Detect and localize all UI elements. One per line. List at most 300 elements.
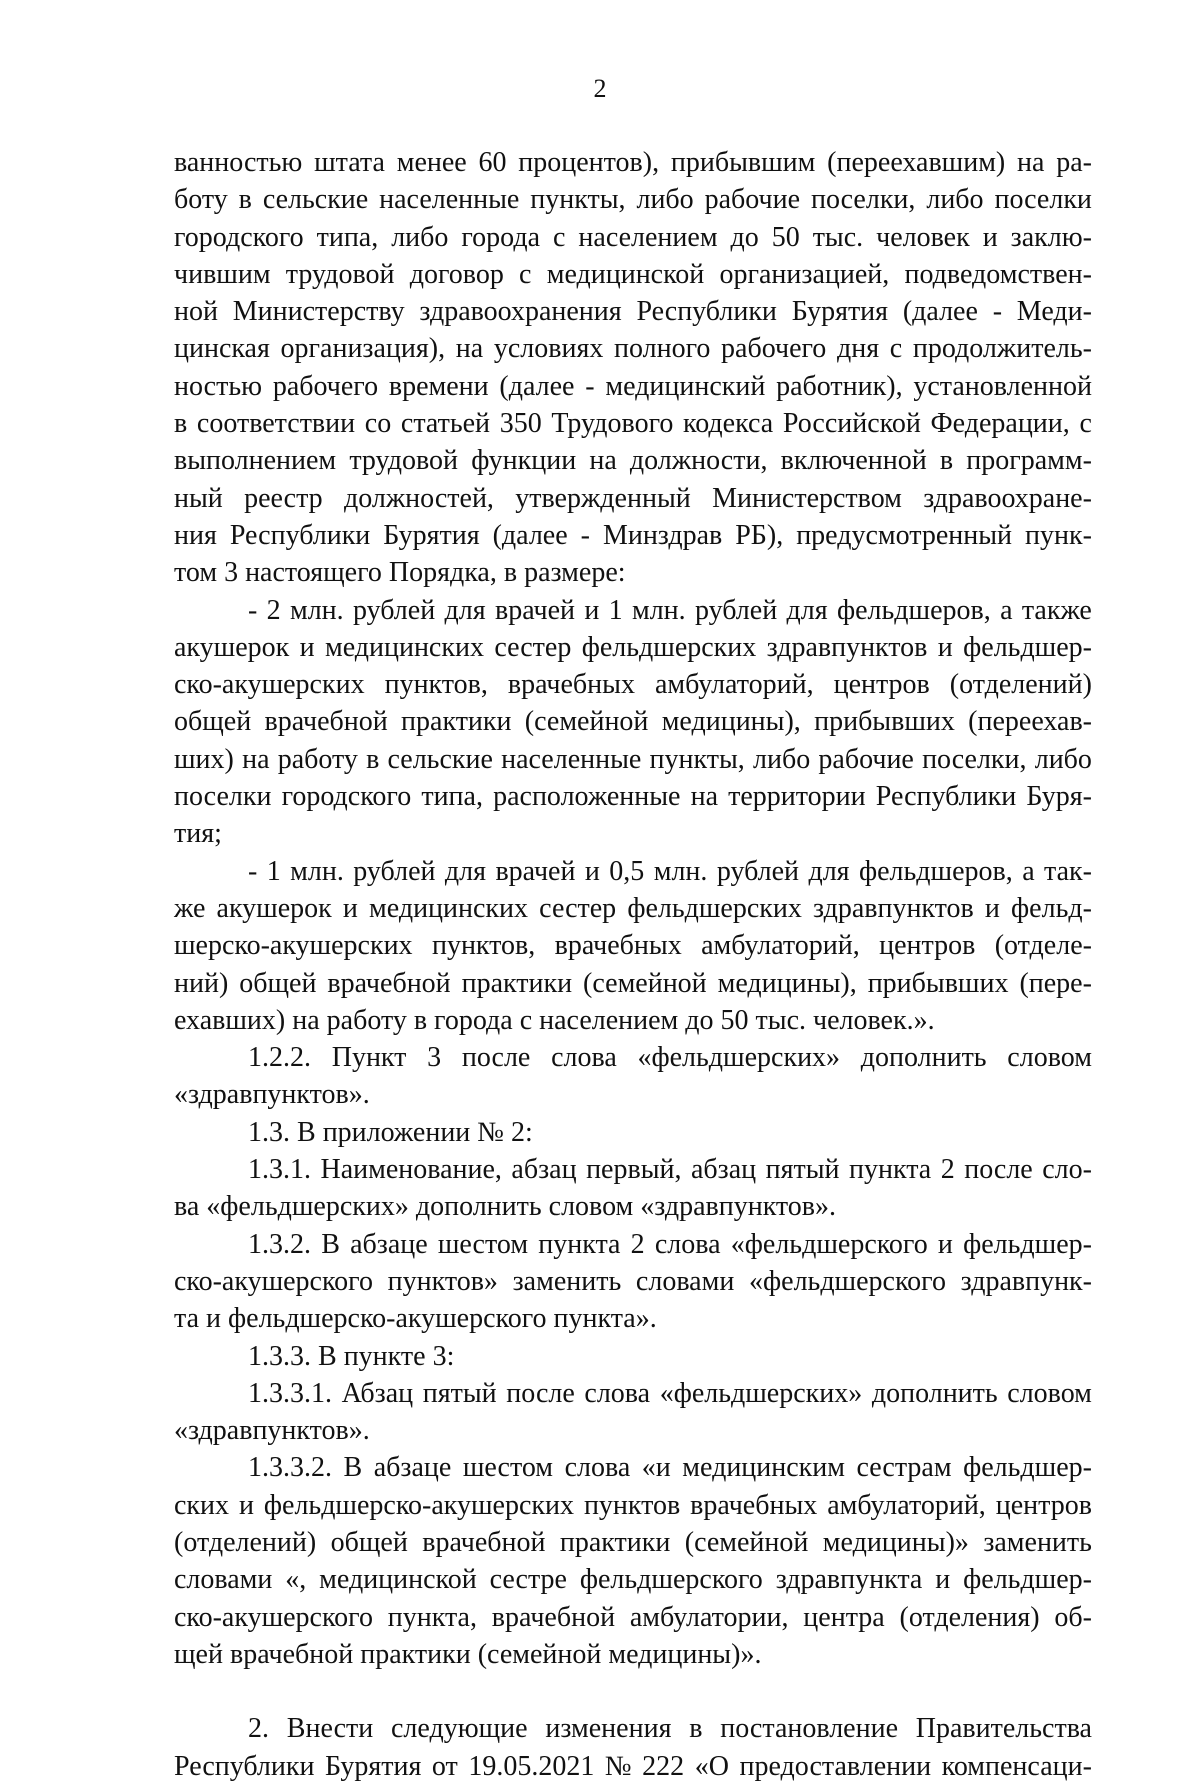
text-word: общей bbox=[174, 706, 252, 738]
text-word: медицины)». bbox=[608, 1638, 762, 1670]
text-line bbox=[174, 853, 1092, 890]
text-word: амбулатории, bbox=[629, 1601, 789, 1633]
text-word: Правительства bbox=[915, 1713, 1092, 1745]
text-word: словом bbox=[1007, 1042, 1092, 1074]
text-word: млн. bbox=[290, 855, 344, 887]
text-word: в bbox=[174, 408, 188, 440]
text-word: с bbox=[889, 333, 903, 365]
text-line bbox=[174, 1114, 1092, 1151]
text-line bbox=[174, 1188, 1092, 1225]
text-word: врачебных bbox=[690, 1489, 818, 1521]
text-word: и bbox=[584, 594, 600, 626]
text-word: сестре bbox=[489, 1564, 567, 1596]
text-word: практики bbox=[559, 1526, 671, 1558]
text-line bbox=[174, 927, 1092, 964]
text-line bbox=[174, 890, 1092, 927]
text-word: города bbox=[434, 1004, 520, 1036]
text-word: практики bbox=[461, 967, 573, 999]
text-word: та bbox=[174, 1303, 207, 1335]
text-word: до bbox=[685, 1004, 721, 1036]
text-word: - bbox=[585, 370, 595, 402]
text-word: населенные bbox=[501, 743, 642, 775]
text-word: здравпункта bbox=[775, 1564, 923, 1596]
text-word: для bbox=[808, 855, 850, 887]
text-word: 1.3.3.2. bbox=[248, 1452, 332, 1484]
text-word: центра bbox=[803, 1601, 885, 1633]
text-word: рабочие bbox=[704, 184, 801, 216]
text-word: пунктов, bbox=[431, 930, 536, 962]
text-word: Республики bbox=[875, 781, 1017, 813]
text-word: слова bbox=[654, 1228, 721, 1260]
text-word: 1.3.3.1. bbox=[248, 1377, 332, 1409]
paragraph-gap bbox=[174, 1673, 1092, 1710]
text-word: постановление bbox=[720, 1713, 898, 1745]
text-word: поселки, bbox=[810, 184, 916, 216]
text-word: дополнить bbox=[415, 1191, 549, 1223]
text-word: на bbox=[589, 445, 617, 477]
text-word: шестом bbox=[437, 1228, 529, 1260]
text-word: 0,5 bbox=[609, 855, 645, 887]
text-word: должности, bbox=[629, 445, 768, 477]
text-line bbox=[174, 1263, 1092, 1300]
text-word: а bbox=[1000, 594, 1013, 626]
text-line bbox=[174, 219, 1092, 256]
text-word: организацией, bbox=[719, 258, 890, 290]
text-word: человек.». bbox=[813, 1004, 935, 1036]
text-word: 1.3.3. bbox=[248, 1340, 318, 1372]
text-word: «здравпунктов». bbox=[174, 1415, 370, 1447]
text-word: в bbox=[503, 557, 525, 589]
text-word: первый, bbox=[586, 1154, 682, 1186]
text-word: «, bbox=[285, 1564, 307, 1596]
text-word: 2. bbox=[248, 1713, 269, 1745]
text-word: ностью bbox=[174, 370, 263, 402]
text-word: 60 bbox=[478, 147, 507, 178]
text-word: словами bbox=[174, 1564, 273, 1596]
text-word: «и bbox=[641, 1452, 671, 1484]
text-word: медицинских bbox=[324, 631, 484, 663]
text-word: (пере- bbox=[1019, 967, 1092, 999]
text-word: общей bbox=[330, 1526, 408, 1558]
text-word: слова bbox=[551, 1042, 617, 1074]
text-word: (далее bbox=[492, 519, 568, 551]
text-word: 222 bbox=[642, 1750, 685, 1782]
text-word: подведомствен- bbox=[904, 258, 1092, 290]
text-word: заменить bbox=[983, 1526, 1092, 1558]
text-line bbox=[174, 1636, 1092, 1673]
text-word: 350 bbox=[499, 408, 542, 440]
text-word: программ- bbox=[966, 445, 1092, 477]
text-word: «фельдшерских» bbox=[206, 1191, 416, 1223]
text-line bbox=[174, 1524, 1092, 1561]
text-word: 50 bbox=[771, 221, 800, 253]
text-word: пунктов bbox=[583, 1489, 681, 1521]
text-word: Российской bbox=[782, 408, 921, 440]
text-word: 3: bbox=[432, 1340, 455, 1372]
text-word: сестер bbox=[494, 631, 572, 663]
text-line bbox=[174, 592, 1092, 629]
text-word: так- bbox=[1044, 855, 1092, 887]
text-word: тия; bbox=[174, 818, 222, 850]
text-word: (семейной bbox=[477, 1638, 609, 1670]
text-word: в bbox=[939, 445, 954, 477]
text-word: в bbox=[238, 184, 252, 216]
text-word: ско-акушерского bbox=[174, 1601, 373, 1633]
text-word: - bbox=[248, 855, 258, 887]
text-word: 1.3.1. bbox=[248, 1154, 311, 1186]
text-word: фельдшерско-акушерского bbox=[228, 1303, 554, 1335]
text-word: пункта». bbox=[553, 1303, 657, 1335]
text-word: млн. bbox=[653, 855, 708, 887]
text-word: трудовой bbox=[349, 445, 459, 477]
text-word: об- bbox=[1054, 1601, 1092, 1633]
text-word: соответствии bbox=[196, 408, 356, 440]
text-word: дня bbox=[836, 333, 880, 365]
text-word: медицинской bbox=[546, 258, 705, 290]
text-line bbox=[174, 1599, 1092, 1636]
text-word: практики bbox=[401, 706, 512, 738]
text-line bbox=[174, 181, 1092, 218]
text-word: и bbox=[937, 1228, 953, 1260]
text-word: на bbox=[242, 743, 270, 775]
text-word: штата bbox=[314, 147, 385, 178]
text-word: «здравпунктов». bbox=[640, 1191, 837, 1223]
text-word: с bbox=[1079, 408, 1092, 440]
text-word: (далее bbox=[499, 370, 575, 402]
text-word: (семейной bbox=[524, 706, 649, 738]
text-word: Федерации, bbox=[930, 408, 1070, 440]
text-word: Абзац bbox=[341, 1377, 414, 1409]
text-word: поселки bbox=[994, 184, 1092, 216]
text-word: пункты, bbox=[649, 743, 745, 775]
text-line bbox=[174, 741, 1092, 778]
text-word: после bbox=[964, 1154, 1033, 1186]
text-word: человек bbox=[876, 221, 970, 253]
text-word: городского bbox=[174, 221, 304, 253]
text-word: «фельдшерских» bbox=[659, 1377, 863, 1409]
text-line bbox=[174, 965, 1092, 1002]
text-line bbox=[174, 330, 1092, 367]
text-word: амбулаторий, bbox=[701, 930, 860, 962]
text-word: изменения bbox=[545, 1713, 672, 1745]
text-word: компенсаци- bbox=[941, 1750, 1092, 1782]
text-word: медицины), bbox=[717, 967, 857, 999]
text-word: работу bbox=[277, 743, 358, 775]
text-word: центров bbox=[833, 669, 930, 701]
text-word: утвержденный bbox=[515, 482, 691, 514]
document-body bbox=[174, 144, 1092, 1785]
text-line bbox=[174, 1375, 1092, 1412]
text-word: сестер bbox=[539, 892, 617, 924]
text-word: Бурятия bbox=[383, 519, 480, 551]
text-word: заменить bbox=[512, 1265, 622, 1297]
text-word: «фельдшерского bbox=[749, 1265, 946, 1297]
text-word: врачебной bbox=[491, 1601, 616, 1633]
text-word: словом bbox=[548, 1191, 641, 1223]
text-word: (отделений) bbox=[949, 669, 1092, 701]
text-word: и bbox=[984, 892, 1000, 924]
text-word: том bbox=[174, 557, 225, 589]
text-word: (отделений) bbox=[174, 1526, 317, 1558]
text-word: млн. bbox=[289, 594, 344, 626]
text-word: и bbox=[206, 1303, 228, 1335]
text-word: прибывших bbox=[867, 967, 1009, 999]
text-word: рублей bbox=[353, 855, 436, 887]
text-word: пункта, bbox=[387, 1601, 477, 1633]
text-word: Республики bbox=[636, 296, 777, 328]
text-word: общей bbox=[239, 967, 317, 999]
text-word: в bbox=[366, 743, 380, 775]
text-word: рублей bbox=[694, 594, 778, 626]
text-word: врачебной bbox=[264, 706, 388, 738]
text-word: словами bbox=[635, 1265, 735, 1297]
text-line bbox=[174, 1561, 1092, 1598]
text-word: Республики bbox=[229, 519, 371, 551]
text-line bbox=[174, 405, 1092, 442]
text-word: Министерством bbox=[712, 482, 902, 514]
text-line bbox=[174, 480, 1092, 517]
text-word: населенные bbox=[379, 184, 520, 216]
text-word: выполнением bbox=[174, 445, 337, 477]
text-word: фельдшер- bbox=[963, 631, 1092, 663]
text-word: № bbox=[477, 1116, 512, 1148]
text-word: 3 bbox=[427, 1042, 442, 1074]
text-word: 1.3. bbox=[248, 1116, 297, 1148]
text-word: в bbox=[689, 1713, 703, 1745]
text-word: условиях bbox=[493, 333, 604, 365]
text-line bbox=[174, 1300, 1092, 1337]
text-word: населением bbox=[539, 1004, 686, 1036]
text-word: врачебной bbox=[327, 967, 451, 999]
text-word: фельдшеров, bbox=[836, 594, 991, 626]
text-word: пунктов, bbox=[384, 669, 488, 701]
text-word: пункта bbox=[849, 1154, 932, 1186]
text-word: 2: bbox=[511, 1116, 533, 1148]
text-word: 1 bbox=[608, 594, 623, 626]
text-word: - bbox=[580, 519, 590, 551]
text-line bbox=[174, 1151, 1092, 1188]
text-word: Меди- bbox=[1016, 296, 1092, 328]
text-line bbox=[174, 1076, 1092, 1113]
text-word: Бурятия bbox=[325, 1750, 422, 1782]
text-word: врачебной bbox=[229, 1638, 361, 1670]
text-word: для bbox=[786, 594, 828, 626]
text-line bbox=[174, 1710, 1092, 1747]
text-line bbox=[174, 554, 1092, 591]
text-word: либо bbox=[1034, 743, 1092, 775]
text-line bbox=[174, 666, 1092, 703]
text-word: либо bbox=[926, 184, 984, 216]
text-word: ших) bbox=[174, 743, 234, 775]
text-word: установленной bbox=[913, 370, 1092, 402]
text-word: шестом bbox=[462, 1452, 554, 1484]
text-word: должностей, bbox=[343, 482, 494, 514]
text-word: фельдшеров, bbox=[858, 855, 1013, 887]
text-word: и bbox=[935, 1564, 951, 1596]
text-word: здравпунктов bbox=[813, 892, 974, 924]
text-word: амбулаторий, bbox=[827, 1489, 986, 1521]
text-word: на bbox=[1017, 147, 1045, 178]
text-word: предусмотренный bbox=[796, 519, 1013, 551]
text-word: и bbox=[937, 631, 953, 663]
text-word: населением bbox=[578, 221, 718, 253]
text-word: дополнить bbox=[871, 1377, 998, 1409]
text-word: включенной bbox=[780, 445, 927, 477]
text-word: полного bbox=[614, 333, 711, 365]
text-word: фельдшерских bbox=[627, 892, 802, 924]
text-word: медицины), bbox=[661, 706, 801, 738]
text-word: тыс. bbox=[812, 221, 864, 253]
text-word: центров bbox=[879, 930, 976, 962]
text-word: ванностью bbox=[174, 147, 303, 178]
text-word: цинская bbox=[174, 333, 270, 365]
text-word: на bbox=[455, 333, 484, 365]
text-word: - bbox=[248, 594, 258, 626]
text-word: для bbox=[444, 855, 487, 887]
text-word: 3 bbox=[224, 557, 246, 589]
text-word: «здравпунктов». bbox=[174, 1079, 370, 1111]
text-word: Трудового bbox=[551, 408, 674, 440]
text-word: в bbox=[413, 1004, 435, 1036]
text-word: Буря- bbox=[1026, 781, 1092, 813]
text-word: либо bbox=[753, 743, 811, 775]
text-word: 2 bbox=[266, 594, 281, 626]
text-word: пятый bbox=[422, 1377, 497, 1409]
text-word: расположенные bbox=[493, 781, 681, 813]
text-word: либо bbox=[391, 221, 449, 253]
text-line bbox=[174, 1748, 1092, 1785]
text-word: поселки, bbox=[922, 743, 1027, 775]
text-word: Бурятия bbox=[791, 296, 889, 328]
text-line bbox=[174, 517, 1092, 554]
text-word: и bbox=[238, 1489, 254, 1521]
text-line bbox=[174, 815, 1092, 852]
text-line bbox=[174, 256, 1092, 293]
text-line bbox=[174, 778, 1092, 815]
text-word: (отделения) bbox=[899, 1601, 1040, 1633]
text-line bbox=[174, 1338, 1092, 1375]
text-word: абзац bbox=[511, 1154, 577, 1186]
text-word: словом bbox=[1007, 1377, 1092, 1409]
text-word: заклю- bbox=[1010, 221, 1092, 253]
text-word: с bbox=[519, 258, 532, 290]
text-word: с bbox=[553, 221, 566, 253]
text-word: после bbox=[461, 1042, 531, 1074]
text-word: абзац bbox=[690, 1154, 757, 1186]
text-word: кодекса bbox=[683, 408, 774, 440]
text-word: времени bbox=[388, 370, 489, 402]
text-line bbox=[174, 1487, 1092, 1524]
text-word: реестр bbox=[244, 482, 323, 514]
text-word: слова bbox=[564, 1452, 631, 1484]
text-word: 1 bbox=[266, 855, 281, 887]
text-word: тыс. bbox=[755, 1004, 813, 1036]
text-word: Наименование, bbox=[320, 1154, 502, 1186]
text-line bbox=[174, 1039, 1092, 1076]
text-word: же bbox=[174, 892, 206, 924]
text-line bbox=[174, 1449, 1092, 1486]
text-word: (семейной bbox=[684, 1526, 809, 1558]
text-line bbox=[174, 1002, 1092, 1039]
text-word: ра- bbox=[1056, 147, 1092, 178]
text-word: Республики bbox=[174, 1750, 315, 1782]
text-word: с bbox=[519, 1004, 540, 1036]
text-word: абзаце bbox=[350, 1228, 428, 1260]
text-word: сестрам bbox=[856, 1452, 952, 1484]
text-word: медицинский bbox=[605, 370, 766, 402]
text-word: и bbox=[342, 892, 358, 924]
text-word: ско-акушерского bbox=[174, 1265, 373, 1297]
text-word: организация), bbox=[280, 333, 446, 365]
text-word: млн. bbox=[631, 594, 686, 626]
text-word: РБ), bbox=[735, 519, 784, 551]
text-line bbox=[174, 368, 1092, 405]
text-word: настоящего bbox=[245, 557, 389, 589]
text-line bbox=[174, 1226, 1092, 1263]
text-word: 1.2.2. bbox=[248, 1042, 311, 1074]
text-word: сло- bbox=[1042, 1154, 1092, 1186]
text-word: фельдшерско-акушерских bbox=[263, 1489, 574, 1521]
text-word: Внести bbox=[286, 1713, 374, 1745]
text-word: следующие bbox=[391, 1713, 528, 1745]
text-word: фельдшерского bbox=[579, 1564, 763, 1596]
text-word: приложении bbox=[322, 1116, 478, 1148]
text-line bbox=[174, 1412, 1092, 1449]
text-word: ва bbox=[174, 1191, 207, 1223]
text-word: акушерок bbox=[174, 631, 290, 663]
text-word: рабочего bbox=[721, 333, 827, 365]
text-word: абзаце bbox=[373, 1452, 452, 1484]
text-word: фельдшер- bbox=[963, 1228, 1092, 1260]
text-word: рабочие bbox=[818, 743, 914, 775]
text-word: дополнить bbox=[860, 1042, 987, 1074]
text-word: шерско-акушерских bbox=[174, 930, 413, 962]
text-word: ной bbox=[174, 296, 218, 328]
text-word: чившим bbox=[174, 258, 271, 290]
text-word: размере: bbox=[524, 557, 626, 589]
text-word: и bbox=[299, 631, 315, 663]
text-word: здравоохранения bbox=[419, 296, 622, 328]
text-word: статьей bbox=[400, 408, 491, 440]
text-word: - bbox=[992, 296, 1003, 328]
text-word: пунктов» bbox=[387, 1265, 498, 1297]
text-word: прибывших bbox=[814, 706, 955, 738]
text-word: сельские bbox=[387, 743, 493, 775]
text-word: медицинских bbox=[369, 892, 529, 924]
text-word: рабочего bbox=[272, 370, 379, 402]
text-word: Министерству bbox=[232, 296, 405, 328]
text-word: от bbox=[431, 1750, 458, 1782]
text-word: работник), bbox=[776, 370, 903, 402]
text-word: В bbox=[343, 1452, 363, 1484]
text-word: слова bbox=[584, 1377, 651, 1409]
text-word: пункта bbox=[538, 1228, 621, 1260]
text-word: здравоохране- bbox=[923, 482, 1092, 514]
text-word: В bbox=[318, 1340, 344, 1372]
text-word: территории bbox=[728, 781, 866, 813]
text-word: фельдшер- bbox=[963, 1564, 1092, 1596]
text-word: (семейной bbox=[583, 967, 707, 999]
text-word: врачебных bbox=[507, 669, 635, 701]
text-word: на bbox=[292, 1004, 327, 1036]
text-word: до bbox=[730, 221, 759, 253]
text-word: боту bbox=[174, 184, 228, 216]
text-word: процентов), bbox=[518, 147, 660, 178]
text-word: либо bbox=[636, 184, 694, 216]
text-word: пункты, bbox=[530, 184, 626, 216]
text-word: ный bbox=[174, 482, 223, 514]
text-word: функции bbox=[471, 445, 577, 477]
